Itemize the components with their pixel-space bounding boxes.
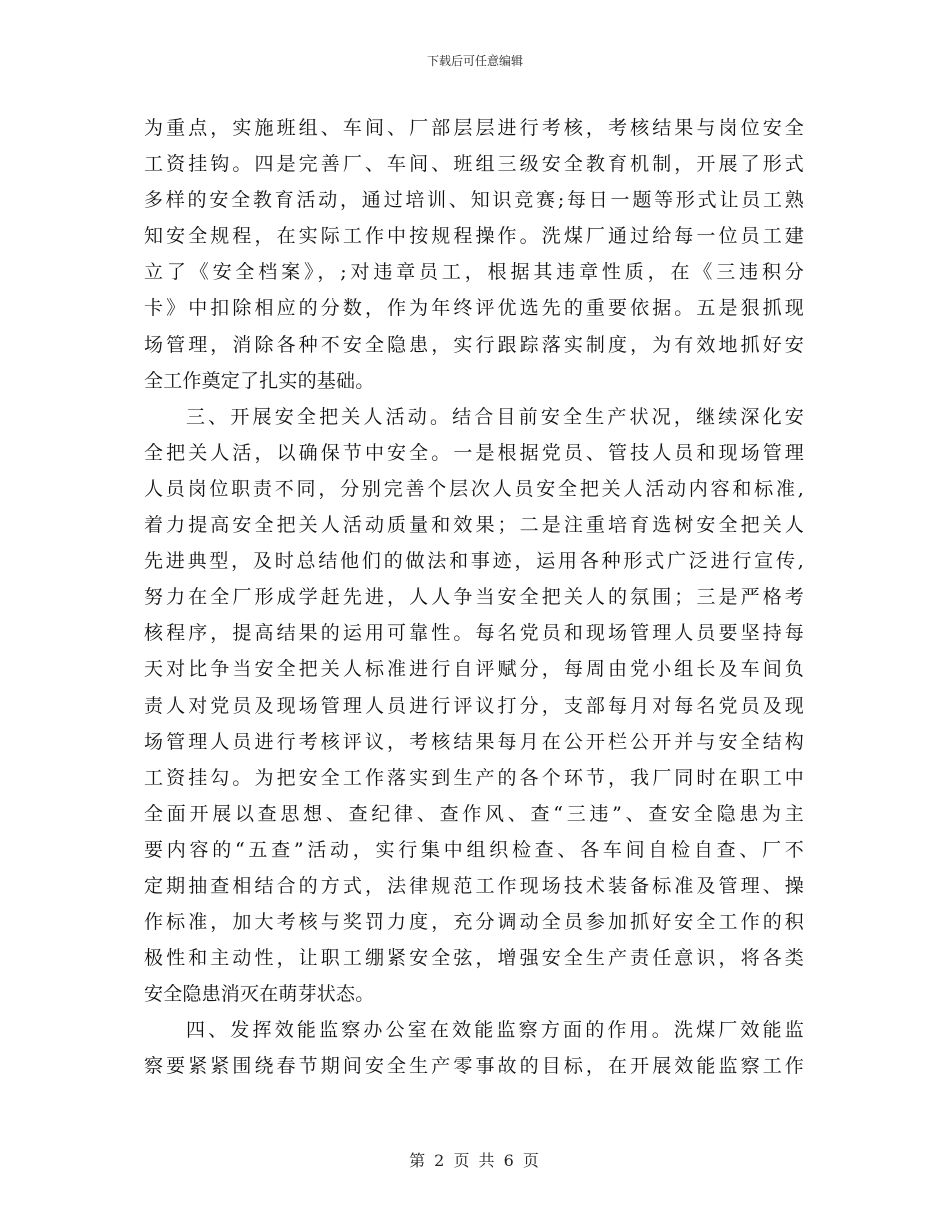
text-line: 察要紧紧围绕春节期间安全生产零事故的目标，在开展效能监察工作 — [144, 1055, 804, 1078]
text-line: 三、开展安全把关人活动。结合目前安全生产状况，继续深化安 — [186, 405, 804, 428]
text-line: 全面开展以查思想、查纪律、查作风、查“三违”、查安全隐患为主 — [144, 802, 804, 825]
text-line: 核程序，提高结果的运用可靠性。每名党员和现场管理人员要坚持每 — [144, 622, 804, 645]
text-line: 责人对党员及现场管理人员进行评议打分，支部每月对每名党员及现 — [144, 694, 804, 717]
text-line: 天对比争当安全把关人标准进行自评赋分，每周由党小组长及车间负 — [144, 658, 804, 681]
paragraph-3 — [144, 1012, 804, 1084]
text-line: 努力在全厂形成学赶先进，人人争当安全把关人的氛围；三是严格考 — [144, 586, 804, 609]
text-line: 为重点，实施班组、车间、厂部层层进行考核，考核结果与岗位安全 — [144, 117, 804, 139]
text-line: 极性和主动性，让职工绷紧安全弦，增强安全生产责任意识，将各类 — [144, 947, 804, 970]
text-line: 多样的安全教育活动，通过培训、知识竞赛;每日一题等形式让员工熟 — [144, 189, 804, 212]
text-line: 定期抽查相结合的方式，法律规范工作现场技术装备标准及管理、操 — [144, 874, 804, 897]
text-line: 四、发挥效能监察办公室在效能监察方面的作用。洗煤厂效能监 — [186, 1019, 804, 1042]
text-line: 先进典型，及时总结他们的做法和事迹，运用各种形式广泛进行宣传, — [144, 550, 804, 573]
paragraph-2 — [144, 399, 804, 1013]
paragraph-1 — [144, 110, 804, 399]
text-line: 知安全规程，在实际工作中按规程操作。洗煤厂通过给每一位员工建 — [144, 225, 804, 248]
text-line: 工资挂钩。四是完善厂、车间、班组三级安全教育机制，开展了形式 — [144, 153, 804, 176]
text-line: 场管理，消除各种不安全隐患，实行跟踪落实制度，为有效地抓好安 — [144, 333, 804, 356]
text-line: 立了《安全档案》，;对违章员工，根据其违章性质，在《三违积分 — [144, 261, 804, 284]
page-number: 第 2 页 共 6 页 — [409, 1151, 541, 1170]
text-line: 卡》中扣除相应的分数，作为年终评优选先的重要依据。五是狠抓现 — [144, 297, 804, 320]
page-header: 下载后可任意编辑 — [426, 54, 523, 68]
text-line: 安全隐患消灭在萌芽状态。 — [144, 983, 375, 1006]
text-line: 要内容的“五查”活动，实行集中组织检查、各车间自检自查、厂不 — [144, 838, 804, 861]
text-line: 人员岗位职责不同，分别完善个层次人员安全把关人活动内容和标准, — [144, 477, 804, 500]
text-line: 工资挂勾。为把安全工作落实到生产的各个环节，我厂同时在职工中 — [144, 766, 804, 789]
text-line: 场管理人员进行考核评议，考核结果每月在公开栏公开并与安全结构 — [144, 730, 804, 753]
text-line: 全工作奠定了扎实的基础。 — [144, 369, 375, 392]
document-body — [144, 110, 804, 1085]
text-line: 作标准，加大考核与奖罚力度，充分调动全员参加抓好安全工作的积 — [144, 911, 804, 934]
text-line: 着力提高安全把关人活动质量和效果；二是注重培育选树安全把关人 — [144, 514, 804, 537]
text-line: 全把关人活，以确保节中安全。一是根据党员、管技人员和现场管理 — [144, 441, 804, 464]
